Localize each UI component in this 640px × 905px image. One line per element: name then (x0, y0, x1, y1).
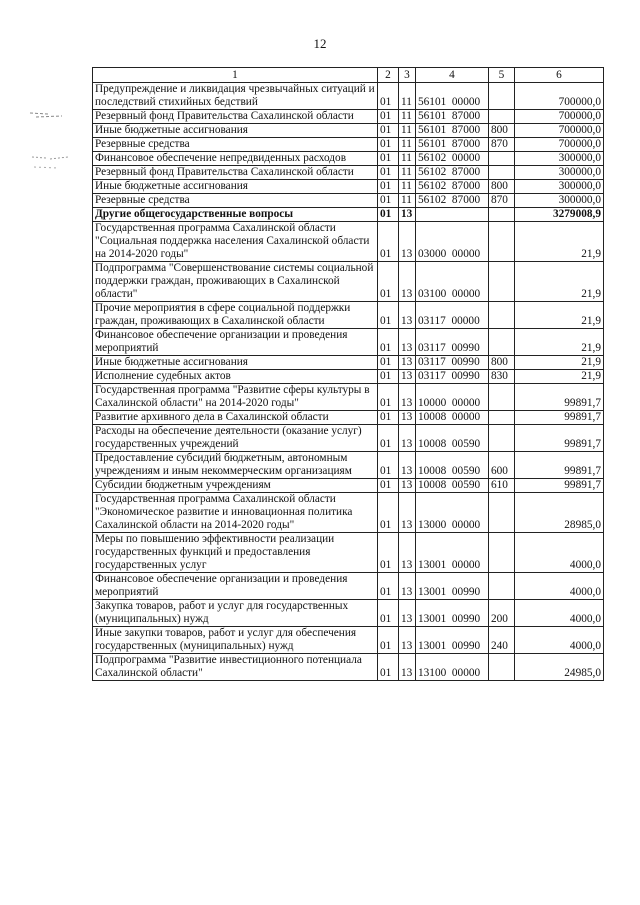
row-expense-type-cell: 240 (489, 627, 515, 654)
row-amount-cell: 21,9 (515, 302, 604, 329)
row-expense-type-cell (489, 208, 515, 222)
row-amount-cell: 300000,0 (515, 166, 604, 180)
row-name-cell: Развитие архивного дела в Сахалинской области (93, 411, 378, 425)
table-row (93, 83, 604, 110)
row-target-article-cell: 03117 00990 (416, 356, 489, 370)
row-expense-type-cell: 200 (489, 600, 515, 627)
row-name-cell: Иные закупки товаров, работ и услуг для обеспечения государственных (муниципальных) нужд (93, 627, 378, 654)
row-section-cell: 01 (378, 208, 399, 222)
row-target-article-cell: 13100 00000 (416, 654, 489, 681)
row-target-article-cell: 03117 00990 (416, 329, 489, 356)
row-section-cell: 01 (378, 370, 399, 384)
row-amount-cell: 99891,7 (515, 452, 604, 479)
row-expense-type-cell: 870 (489, 194, 515, 208)
row-expense-type-cell: 610 (489, 479, 515, 493)
row-name-cell: Другие общегосударственные вопросы (93, 208, 378, 222)
row-target-article-cell: 13001 00000 (416, 533, 489, 573)
row-amount-cell: 99891,7 (515, 425, 604, 452)
row-target-article-cell: 10008 00000 (416, 411, 489, 425)
row-subsection-cell: 11 (399, 194, 416, 208)
table-row (93, 479, 604, 493)
row-subsection-cell: 13 (399, 370, 416, 384)
row-target-article-cell: 13001 00990 (416, 600, 489, 627)
table-row (93, 411, 604, 425)
row-section-cell: 01 (378, 654, 399, 681)
row-section-cell: 01 (378, 533, 399, 573)
row-target-article-cell: 56102 87000 (416, 180, 489, 194)
row-name-cell: Подпрограмма "Совершенствование системы социальной поддержки граждан, проживающих в Сахалинской области" (93, 262, 378, 302)
row-target-article-cell: 56102 87000 (416, 166, 489, 180)
row-expense-type-cell (489, 425, 515, 452)
row-expense-type-cell (489, 166, 515, 180)
row-amount-cell: 4000,0 (515, 600, 604, 627)
row-amount-cell: 21,9 (515, 356, 604, 370)
row-subsection-cell: 13 (399, 627, 416, 654)
row-target-article-cell: 13001 00990 (416, 573, 489, 600)
row-target-article-cell: 10008 00590 (416, 479, 489, 493)
row-subsection-cell: 13 (399, 452, 416, 479)
row-amount-cell: 700000,0 (515, 138, 604, 152)
row-expense-type-cell (489, 411, 515, 425)
table-row (93, 262, 604, 302)
row-target-article-cell: 10008 00590 (416, 425, 489, 452)
row-amount-cell: 21,9 (515, 262, 604, 302)
table-row (93, 356, 604, 370)
row-subsection-cell: 11 (399, 166, 416, 180)
row-expense-type-cell: 600 (489, 452, 515, 479)
row-target-article-cell: 13000 00000 (416, 493, 489, 533)
row-section-cell: 01 (378, 262, 399, 302)
row-section-cell: 01 (378, 493, 399, 533)
row-amount-cell: 700000,0 (515, 110, 604, 124)
budget-table-body (93, 83, 604, 681)
row-target-article-cell: 03000 00000 (416, 222, 489, 262)
row-expense-type-cell (489, 573, 515, 600)
table-row (93, 180, 604, 194)
table-row (93, 222, 604, 262)
row-amount-cell: 99891,7 (515, 411, 604, 425)
row-name-cell: Закупка товаров, работ и услуг для государственных (муниципальных) нужд (93, 600, 378, 627)
row-section-cell: 01 (378, 479, 399, 493)
row-subsection-cell: 11 (399, 180, 416, 194)
row-name-cell: Исполнение судебных актов (93, 370, 378, 384)
row-section-cell: 01 (378, 83, 399, 110)
budget-table (92, 67, 604, 681)
row-section-cell: 01 (378, 425, 399, 452)
row-subsection-cell: 13 (399, 302, 416, 329)
row-name-cell: Прочие мероприятия в сфере социальной поддержки граждан, проживающих в Сахалинской области (93, 302, 378, 329)
table-row (93, 166, 604, 180)
row-amount-cell: 300000,0 (515, 152, 604, 166)
row-section-cell: 01 (378, 302, 399, 329)
row-amount-cell: 21,9 (515, 370, 604, 384)
header-col-5: 5 (489, 68, 515, 83)
table-row (93, 110, 604, 124)
row-section-cell: 01 (378, 452, 399, 479)
margin-scribble-marks (28, 105, 88, 185)
row-subsection-cell: 13 (399, 262, 416, 302)
row-name-cell: Резервные средства (93, 138, 378, 152)
row-section-cell: 01 (378, 152, 399, 166)
header-col-2: 2 (378, 68, 399, 83)
page-number: 12 (313, 36, 327, 51)
table-row (93, 533, 604, 573)
table-row (93, 208, 604, 222)
row-subsection-cell: 13 (399, 493, 416, 533)
row-subsection-cell: 11 (399, 83, 416, 110)
row-name-cell: Государственная программа "Развитие сферы культуры в Сахалинской области" на 2014-2020 годы" (93, 384, 378, 411)
row-expense-type-cell (489, 302, 515, 329)
row-subsection-cell: 13 (399, 329, 416, 356)
table-row (93, 384, 604, 411)
row-subsection-cell: 13 (399, 425, 416, 452)
row-amount-cell: 4000,0 (515, 573, 604, 600)
row-section-cell: 01 (378, 222, 399, 262)
row-expense-type-cell (489, 493, 515, 533)
table-row (93, 370, 604, 384)
row-section-cell: 01 (378, 194, 399, 208)
row-section-cell: 01 (378, 356, 399, 370)
row-name-cell: Меры по повышению эффективности реализации государственных функций и предоставления государственных услуг (93, 533, 378, 573)
row-name-cell: Подпрограмма "Развитие инвестиционного потенциала Сахалинской области" (93, 654, 378, 681)
row-expense-type-cell (489, 83, 515, 110)
row-section-cell: 01 (378, 180, 399, 194)
table-row (93, 138, 604, 152)
row-target-article-cell: 56102 87000 (416, 194, 489, 208)
row-expense-type-cell (489, 384, 515, 411)
row-amount-cell: 300000,0 (515, 180, 604, 194)
table-row (93, 654, 604, 681)
row-amount-cell: 24985,0 (515, 654, 604, 681)
row-section-cell: 01 (378, 573, 399, 600)
row-expense-type-cell (489, 329, 515, 356)
row-section-cell: 01 (378, 166, 399, 180)
row-amount-cell: 4000,0 (515, 627, 604, 654)
row-name-cell: Иные бюджетные ассигнования (93, 180, 378, 194)
row-name-cell: Резервный фонд Правительства Сахалинской области (93, 110, 378, 124)
table-row (93, 302, 604, 329)
row-subsection-cell: 13 (399, 356, 416, 370)
row-section-cell: 01 (378, 411, 399, 425)
row-name-cell: Финансовое обеспечение непредвиденных расходов (93, 152, 378, 166)
row-target-article-cell: 03100 00000 (416, 262, 489, 302)
row-expense-type-cell: 830 (489, 370, 515, 384)
row-amount-cell: 3279008,9 (515, 208, 604, 222)
row-target-article-cell: 56101 87000 (416, 138, 489, 152)
header-col-6: 6 (515, 68, 604, 83)
table-row (93, 573, 604, 600)
row-section-cell: 01 (378, 124, 399, 138)
row-expense-type-cell (489, 152, 515, 166)
row-amount-cell: 99891,7 (515, 479, 604, 493)
row-subsection-cell: 13 (399, 654, 416, 681)
row-name-cell: Финансовое обеспечение организации и проведения мероприятий (93, 573, 378, 600)
row-subsection-cell: 13 (399, 208, 416, 222)
row-subsection-cell: 11 (399, 110, 416, 124)
row-name-cell: Резервные средства (93, 194, 378, 208)
row-name-cell: Предупреждение и ликвидация чрезвычайных ситуаций и последствий стихийных бедствий (93, 83, 378, 110)
row-expense-type-cell (489, 533, 515, 573)
row-amount-cell: 700000,0 (515, 124, 604, 138)
header-col-4: 4 (416, 68, 489, 83)
row-subsection-cell: 11 (399, 138, 416, 152)
table-row (93, 627, 604, 654)
row-name-cell: Государственная программа Сахалинской области "Экономическое развитие и инновационная политика Сахалинской области на 2014-2020 годы" (93, 493, 378, 533)
row-section-cell: 01 (378, 600, 399, 627)
row-amount-cell: 99891,7 (515, 384, 604, 411)
table-header-row (93, 68, 604, 83)
table-row (93, 452, 604, 479)
row-subsection-cell: 13 (399, 479, 416, 493)
row-section-cell: 01 (378, 329, 399, 356)
row-name-cell: Финансовое обеспечение организации и проведения мероприятий (93, 329, 378, 356)
row-expense-type-cell (489, 222, 515, 262)
row-target-article-cell: 56102 00000 (416, 152, 489, 166)
table-row (93, 493, 604, 533)
row-target-article-cell: 56101 87000 (416, 110, 489, 124)
row-name-cell: Резервный фонд Правительства Сахалинской области (93, 166, 378, 180)
row-name-cell: Иные бюджетные ассигнования (93, 124, 378, 138)
table-row (93, 152, 604, 166)
table-row (93, 600, 604, 627)
row-subsection-cell: 13 (399, 411, 416, 425)
table-row (93, 194, 604, 208)
row-expense-type-cell: 800 (489, 180, 515, 194)
header-col-1: 1 (93, 68, 378, 83)
row-amount-cell: 300000,0 (515, 194, 604, 208)
row-subsection-cell: 13 (399, 533, 416, 573)
row-section-cell: 01 (378, 384, 399, 411)
table-row (93, 329, 604, 356)
row-target-article-cell: 56101 00000 (416, 83, 489, 110)
row-target-article-cell: 13001 00990 (416, 627, 489, 654)
row-amount-cell: 28985,0 (515, 493, 604, 533)
row-expense-type-cell: 800 (489, 124, 515, 138)
row-name-cell: Субсидии бюджетным учреждениям (93, 479, 378, 493)
row-name-cell: Расходы на обеспечение деятельности (оказание услуг) государственных учреждений (93, 425, 378, 452)
header-col-3: 3 (399, 68, 416, 83)
row-name-cell: Государственная программа Сахалинской области "Социальная поддержка населения Сахалинской области на 2014-2020 годы" (93, 222, 378, 262)
row-subsection-cell: 13 (399, 600, 416, 627)
row-section-cell: 01 (378, 110, 399, 124)
row-subsection-cell: 11 (399, 152, 416, 166)
row-target-article-cell: 56101 87000 (416, 124, 489, 138)
row-name-cell: Предоставление субсидий бюджетным, автономным учреждениям и иным некоммерческим организациям (93, 452, 378, 479)
row-subsection-cell: 13 (399, 222, 416, 262)
row-amount-cell: 700000,0 (515, 83, 604, 110)
row-amount-cell: 21,9 (515, 329, 604, 356)
row-expense-type-cell (489, 262, 515, 302)
row-amount-cell: 21,9 (515, 222, 604, 262)
row-subsection-cell: 11 (399, 124, 416, 138)
row-expense-type-cell: 800 (489, 356, 515, 370)
row-name-cell: Иные бюджетные ассигнования (93, 356, 378, 370)
row-expense-type-cell: 870 (489, 138, 515, 152)
row-expense-type-cell (489, 110, 515, 124)
row-target-article-cell: 10008 00590 (416, 452, 489, 479)
row-target-article-cell: 10000 00000 (416, 384, 489, 411)
table-row (93, 425, 604, 452)
row-amount-cell: 4000,0 (515, 533, 604, 573)
row-section-cell: 01 (378, 138, 399, 152)
row-target-article-cell (416, 208, 489, 222)
row-section-cell: 01 (378, 627, 399, 654)
table-row (93, 124, 604, 138)
row-target-article-cell: 03117 00990 (416, 370, 489, 384)
row-subsection-cell: 13 (399, 384, 416, 411)
row-subsection-cell: 13 (399, 573, 416, 600)
row-target-article-cell: 03117 00000 (416, 302, 489, 329)
row-expense-type-cell (489, 654, 515, 681)
